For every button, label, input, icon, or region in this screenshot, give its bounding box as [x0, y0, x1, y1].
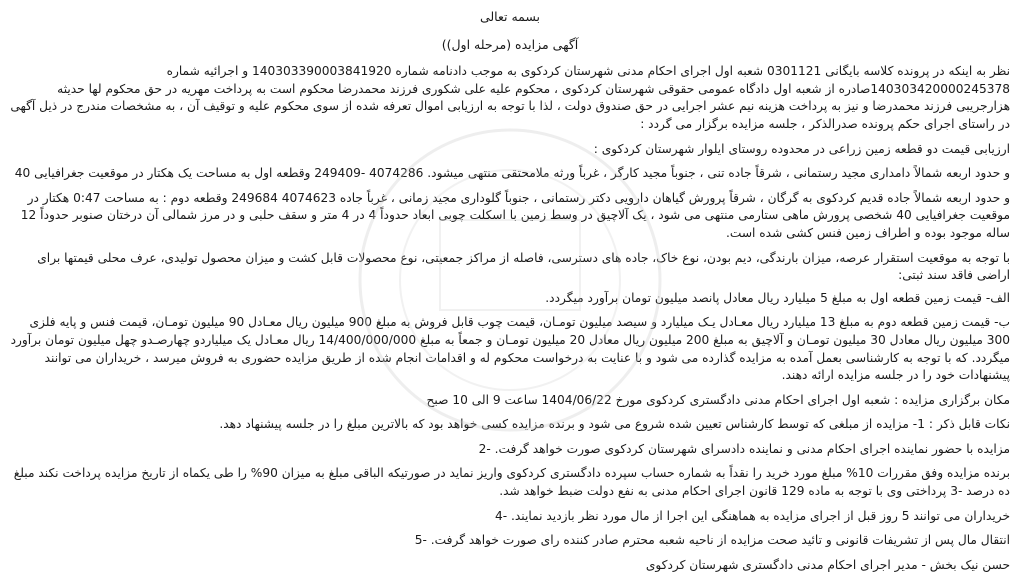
price-two-paragraph: ب- قیمت زمین قطعه دوم به مبلغ 13 میلیارد ریال معـادل یـک میلیارد و سیصد میلیون تومـان، قیمت چوب قابل فروش به مبلغ 900 میلیون ریال معـادل 90 میلیون تومـان، قیمت فنس و پایه فلزی 300 میلیون ریال معادل 30 میلیون تومـان و آلاچیق به مبلغ 200 میلیون ریال معادل 20 میلیون تومـان و جمعاً به مبلغ 14/400/000/000 ریال معـادل یک میلیاردو چهارصـدو چهل میلیون تومان برآورد میگردد. که با توجه به کارشناسی بعمل آمده به مزایده گذارده می شود و با عنایت به درخواست محکوم له و اقدامات انجام شده از طریق مزایده حضوری به فروش میرسد ، خریداران می توانند پیشنهادات خود را در جلسه مزایده ارائه دهند.	[10, 315, 1010, 383]
factors-paragraph: با توجه به موقعیت استقرار عرصه، میزان بارندگی، دیم بودن، نوع خاک، جاده های دسترسی، فاصله از مراکز جمعیتی، نوع محصولات قابل کشت و میزان محصول تولیدی، عرف محلی قیمتها برای اراضی فاقد سند ثبتی:	[37, 250, 1010, 283]
venue-paragraph: مکان برگزاری مزایده : شعبه اول اجرای احکام مدنی دادگستری کردکوی مورخ 1404/06/22 ساعت 9 الی 10 صبح	[426, 392, 1010, 407]
plot-one-paragraph: و حدود اربعه شمالاً دامداری مجید رستمانی ، شرقاً جاده تنی ، جنوباً مجید کارگر ، غرباً ورثه ملامحتقی منتهی میشود. 4074286 -249409 وقطعه اول به مساحت یک هکتار در موقعیت جغرافیایی 40	[14, 166, 1010, 181]
note-three-paragraph: برنده مزایده وفق مقررات 10% مبلغ مورد خرید را نقداً به شماره حساب سپرده دادگستری کردکوی واریز نماید در صورتیکه الباقی مبلغ به میزان 90% را طی یکماه از تاریخ مزایده پرداخت نکند مبلغ ده درصد -3 پرداختی وی با توجه به ماده 129 قانون اجرای احکام مدنی به نفع دولت ضبط خواهد شد.	[13, 466, 1010, 499]
note-two-paragraph: مزایده با حضور نماینده اجرای احکام مدنی و نماینده دادسرای شهرستان کردکوی صورت خواهد گرفت. -2	[478, 441, 1010, 456]
intro-paragraph: نظر به اینکه در پرونده کلاسه بایگانی 0301121 شعبه اول اجرای احکام مدنی شهرستان کردکوی به موجب دادنامه شماره 140303390003841920 و اجرائیه شماره 140303420000245378صادره از شعبه اول دادگاه عمومی حقوقی شهرستان کردکوی ، محکوم علیه علی شکوری فرزند محمدرضا محکوم است به پرداخت مهریه در حق محکوم لها حدیثه هزارجریبی فرزند محمدرضا و نیز به پرداخت هزینه نیم عشر اجرایی در حق صندوق دولت ، لذا با توجه به ارزیابی اموال تعرفه شده از سوی محکوم علیه و توقیف آن ، به مشخصات مندرج در ذیل آگهی در راستای اجرای حکم پرونده صدرالذکر ، جلسه مزایده برگزار می گردد :	[10, 64, 1010, 131]
note-four-paragraph: خریداران می توانند 5 روز قبل از اجرای مزایده به هماهنگی این اجرا از مال مورد نظر بازدید نمایند. -4	[495, 508, 1010, 523]
appraisal-heading: ارزیابی قیمت دو قطعه زمین زراعی در محدوده روستای ایلوار شهرستان کردکوی :	[593, 141, 1010, 156]
signature-line: حسن نیک بخش - مدیر اجرای احکام مدنی دادگستری شهرستان کردکوی	[645, 557, 1010, 572]
plot-two-paragraph: و حدود اربعه شمالاً جاده قدیم کردکوی به گرگان ، شرقاً پرورش گیاهان دارویی دکتر رستمانی ، جنوباً گلوداری مجید زمانی ، غرباً جاده 4074623 249684 وقطعه دوم : به مساحت 0:47 هکتار در موقعیت جغرافیایی 40 شخصی پرورش ماهی ستارمی منتهی می شود ، یک آلاچیق در وسط زمین با اسکلت چوبی ابعاد حدوداً 4 در 4 متر و سقف حلبی و در مرز شمالی آن درختان صنوبر حدوداً 12 ساله موجود بوده و اطراف زمین فنس کشی شده است.	[20, 190, 1010, 240]
note-one-paragraph: نکات قابل ذکر : 1- مزایده از مبلغی که توسط کارشناس تعیین شده شروع می شود و برنده مزایده کسی خواهد بود که بالاترین مبلغ را در جلسه پیشنهاد دهد.	[219, 417, 1010, 432]
greeting-heading: بسمه تعالی	[479, 9, 541, 24]
note-five-paragraph: انتقال مال پس از تشریفات قانونی و تائید صحت مزایده از ناحیه شعبه محترم صادر کننده رای صورت خواهد گرفت. -5	[414, 533, 1010, 548]
notice-title: آگهی مزایده (مرحله اول))	[441, 36, 579, 52]
price-one-paragraph: الف- قیمت زمین قطعه اول به مبلغ 5 میلیارد ریال معادل پانصد میلیون تومان برآورد میگردد.	[545, 290, 1010, 305]
